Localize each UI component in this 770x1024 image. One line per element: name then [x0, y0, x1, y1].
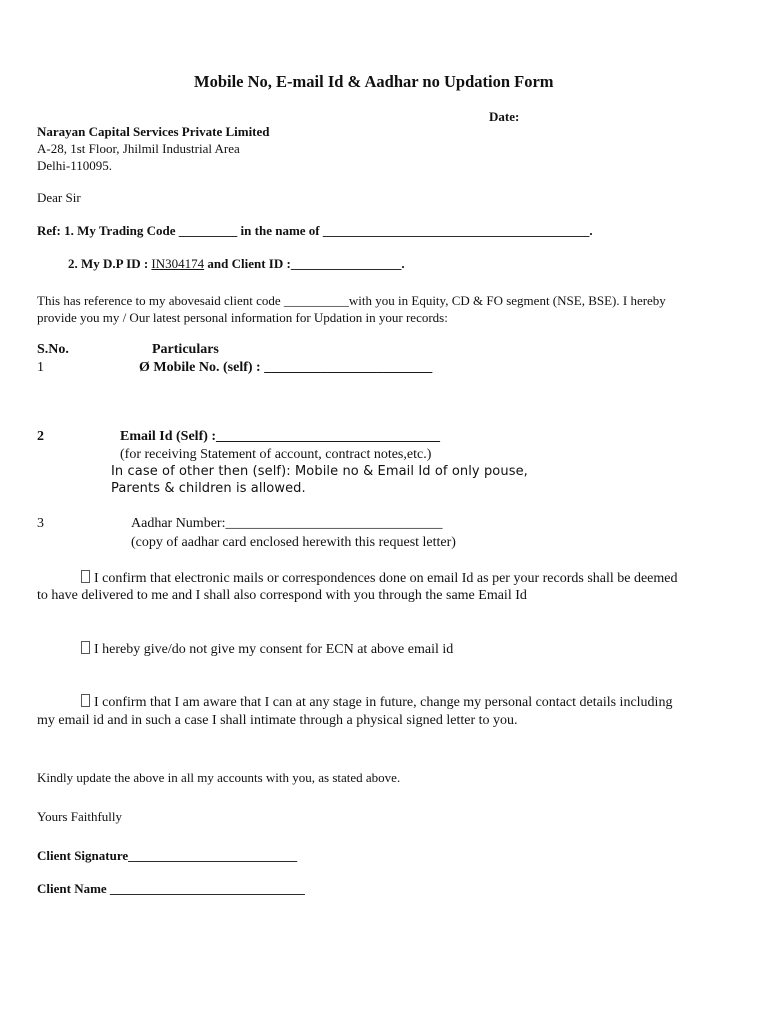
declaration-3-line-2: my email id and in such a case I shall intimate through a physical signed letter to you.: [37, 713, 518, 728]
checkbox-1[interactable]: [81, 570, 90, 583]
client-name-field: Client Name ______________________________: [37, 881, 305, 896]
checkbox-2[interactable]: [81, 641, 90, 654]
email-extra-1: In case of other then (self): Mobile no & Email Id of only pouse,: [111, 464, 528, 479]
date-label: Date:: [489, 109, 520, 124]
ref-line-2: [68, 256, 405, 272]
address-line-2: Delhi-110095.: [37, 158, 112, 173]
email-extra-2: Parents & children is allowed.: [111, 481, 306, 496]
email-note: (for receiving Statement of account, contract notes,etc.): [120, 447, 432, 462]
ref-line-1: Ref: 1. My Trading Code _________ in the name of _________________________________________.: [37, 223, 593, 238]
declaration-1-line-1: [81, 570, 678, 587]
aadhar-note: (copy of aadhar card enclosed herewith this request letter): [131, 535, 456, 550]
sno-header: S.No.: [37, 342, 69, 357]
declaration-3-text: I confirm that I am aware that I can at any stage in future, change my personal contact details including: [94, 695, 673, 710]
declaration-2: [81, 641, 453, 658]
declaration-3-line-1: [81, 694, 672, 711]
company-name: Narayan Capital Services Private Limited: [37, 124, 270, 139]
ref-line-2-suffix: and Client ID :_________________.: [204, 256, 405, 271]
declaration-1-line-2: to have delivered to me and I shall also correspond with you through the same Email Id: [37, 588, 527, 603]
form-title: Mobile No, E-mail Id & Aadhar no Updation Form: [194, 72, 554, 91]
declaration-1-text: I confirm that electronic mails or correspondences done on email Id as per your records shall be deemed: [94, 571, 678, 586]
checkbox-3[interactable]: [81, 694, 90, 707]
kindly-update-text: Kindly update the above in all my accounts with you, as stated above.: [37, 770, 401, 785]
aadhar-field: Aadhar Number:_______________________________: [131, 516, 443, 531]
salutation: Dear Sir: [37, 190, 81, 205]
yours-faithfully: Yours Faithfully: [37, 809, 123, 824]
intro-line-2: provide you my / Our latest personal information for Updation in your records:: [37, 310, 448, 325]
email-field: Email Id (Self) :________________________________: [120, 429, 441, 444]
particulars-header: Particulars: [152, 342, 219, 357]
ref-line-2-prefix: 2. My D.P ID :: [68, 256, 152, 271]
client-signature-field: Client Signature__________________________: [37, 848, 298, 863]
address-line-1: A-28, 1st Floor, Jhilmil Industrial Area: [37, 141, 240, 156]
intro-line-1: This has reference to my abovesaid client code __________with you in Equity, CD & FO segment (NSE, BSE). I hereby: [37, 293, 666, 308]
declaration-2-text: I hereby give/do not give my consent for ECN at above email id: [94, 642, 454, 657]
item-1-sno: 1: [37, 360, 44, 375]
item-2-sno: 2: [37, 429, 44, 444]
dp-id: IN304174: [151, 256, 205, 271]
item-3-sno: 3: [37, 516, 44, 531]
mobile-field: Ø Mobile No. (self) : ________________________: [139, 360, 433, 375]
